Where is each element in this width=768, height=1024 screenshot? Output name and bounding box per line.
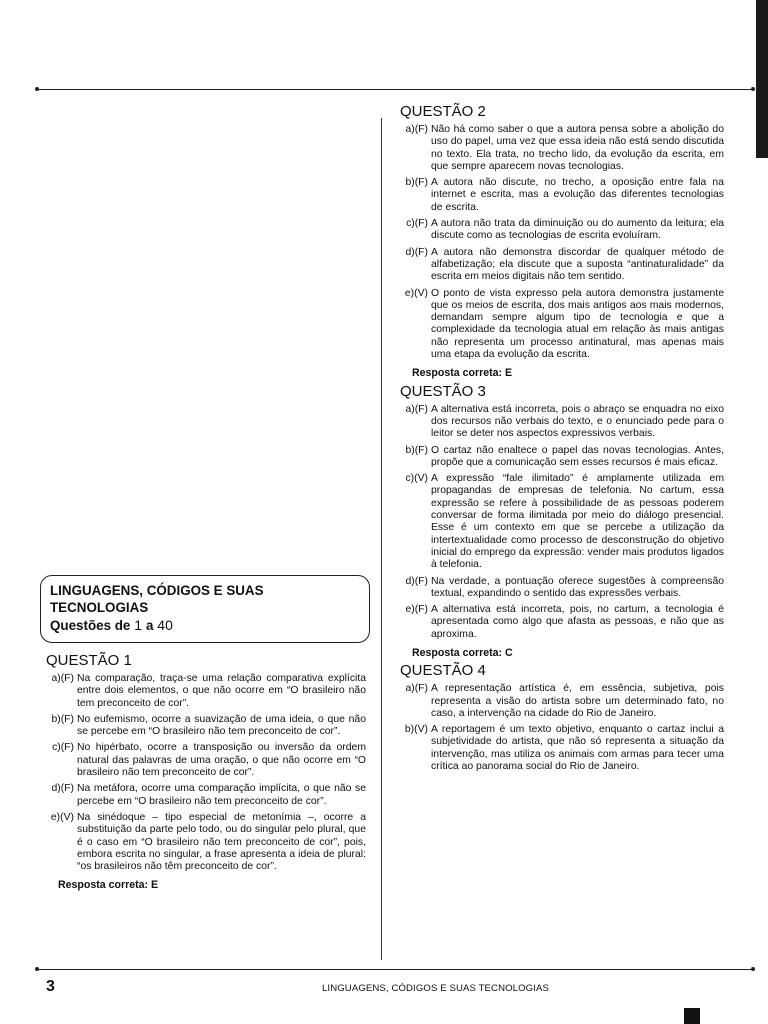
option-text: A alternativa está incorreta, pois o abraço se enquadra no eixo dos recursos não verbais do texto, e o enunciado pede para o leitor se deter nos aspectos expressivos verbais.	[431, 403, 724, 440]
page-number: 3	[46, 978, 55, 995]
option-label: d)(F)	[405, 575, 428, 587]
option-label: a)(F)	[405, 124, 428, 135]
option-text: No eufemismo, ocorre a suavização de uma ideia, o que não se percebe em “O brasileiro não tem preconceito de cor”.	[77, 713, 366, 738]
section-header-box	[40, 575, 370, 643]
left-column	[40, 575, 366, 895]
option-text: A alternativa está incorreta, pois, no cartum, a tecnologia é apresentada como algo que afasta as pessoas, e não que as aproxima.	[431, 604, 724, 640]
q1-option-b	[40, 714, 366, 739]
option-text: Na comparação, traça-se uma relação comparativa explícita entre dois elementos, o que não ocorre em “O brasileiro não tem preconceito de cor”.	[77, 673, 366, 709]
option-text: A autora não discute, no trecho, a oposição entre fala na internet e escrita, mas a evolução das diferentes tecnologias de escrita.	[431, 177, 724, 213]
option-label: a)(F)	[405, 403, 428, 415]
option-label: a)(F)	[405, 683, 428, 695]
question-4-heading: QUESTÃO 4	[400, 662, 486, 680]
q1-option-d	[40, 783, 366, 808]
q2-option-b	[394, 177, 724, 214]
option-label: b)(V)	[404, 724, 428, 736]
top-rule	[37, 89, 753, 90]
option-label: b)(F)	[405, 177, 428, 189]
q3-option-d	[394, 576, 724, 601]
corner-registration-mark	[684, 1008, 700, 1024]
option-text: Na verdade, a pontuação oferece sugestões à compreensão textual, expandindo o sentido das expressões verbais.	[431, 575, 724, 599]
edge-tab-marker	[756, 0, 768, 158]
question-3-heading: QUESTÃO 3	[400, 382, 486, 400]
range-prefix: Questões de	[50, 618, 131, 633]
q3-option-b	[394, 445, 724, 470]
q4-option-b	[394, 724, 724, 773]
option-label: c)(F)	[52, 742, 74, 754]
question-2-heading: QUESTÃO 2	[400, 103, 486, 120]
q2-option-e	[394, 288, 724, 362]
range-end: 40	[157, 617, 173, 633]
option-text: A autora não demonstra discordar de qualquer método de alfabetização; ela discute que a suposta “antinaturalidade” da escrita em meios digitais não tem sentido.	[431, 246, 724, 283]
q2-option-c	[394, 218, 724, 243]
option-text: O cartaz não enaltece o papel das novas tecnologias. Antes, propõe que a comunicação sem esses recursos é mais eficaz.	[431, 444, 724, 468]
section-title: LINGUAGENS, CÓDIGOS E SUAS TECNOLOGIAS	[50, 583, 264, 615]
option-text: A autora não trata da diminuição ou do aumento da leitura; ela discute como as tecnologias de escrita evoluíram.	[431, 218, 724, 242]
option-text: A reportagem é um texto objetivo, enquanto o cartaz inclui a subjetividade do artista, que não só representa a situação da intervenção, mas utiliza os animais com armas para tecer uma crítica ao panorama social do Rio de Janeiro.	[431, 724, 724, 773]
option-text: No hipérbato, ocorre a transposição ou inversão da ordem natural das palavras de uma oração, o que não ocorre em “O brasileiro não tem preconceito de cor”.	[77, 742, 366, 779]
q3-option-e	[394, 604, 724, 641]
q3-option-c	[394, 473, 724, 571]
option-label: c)(V)	[405, 473, 428, 485]
q1-option-a	[40, 673, 366, 710]
q1-option-e	[40, 812, 366, 873]
option-label: e)(V)	[404, 287, 428, 299]
option-text: Na metáfora, ocorre uma comparação implícita, o que não se percebe em “O brasileiro não tem preconceito de cor”.	[77, 783, 366, 807]
q1-answer: Resposta correta: E	[58, 879, 159, 892]
option-label: e)(F)	[405, 604, 428, 616]
option-text: A representação artística é, em essência, subjetiva, pois representa a visão do artista sobre um determinado fato, no caso, a intervenção na cidade do Rio de Janeiro.	[431, 683, 724, 719]
bottom-rule	[37, 969, 753, 970]
option-label: c)(F)	[406, 218, 428, 230]
q1-option-c	[40, 742, 366, 779]
range-start: 1	[134, 617, 143, 633]
question-range	[50, 616, 360, 635]
running-footer-title: LINGUAGENS, CÓDIGOS E SUAS TECNOLOGIAS	[322, 983, 549, 994]
option-label: e)(V)	[50, 811, 74, 823]
q2-answer: Resposta correta: E	[412, 367, 513, 380]
question-1-heading: QUESTÃO 1	[46, 652, 132, 669]
q3-option-a	[394, 404, 724, 441]
option-label: d)(F)	[51, 783, 74, 795]
option-text: O ponto de vista expresso pela autora demonstra justamente que os meios de escrita, dos mais antigos aos mais modernos, demandam sempre algum tipo de tecnologia e que a complexidade da tecnologia atual em relação às mais antigas não representa um processo antinatural, mas apenas mais uma etapa da evolução da escrita.	[431, 287, 724, 361]
range-sep: a	[145, 618, 154, 633]
q4-option-a	[394, 683, 724, 720]
right-column	[394, 101, 724, 777]
column-divider	[381, 118, 382, 960]
q2-option-d	[394, 247, 724, 284]
option-text: Não há como saber o que a autora pensa sobre a abolição do uso do papel, uma vez que essa ideia não está sendo discutida no texto. Ela trata, no trecho lido, da evolução da escrita, em que sempre aparecem novas tecnologias.	[431, 124, 724, 172]
option-label: b)(F)	[51, 713, 74, 725]
q2-option-a	[394, 124, 724, 173]
option-label: a)(F)	[51, 673, 74, 684]
q3-answer: Resposta correta: C	[412, 646, 513, 659]
option-label: d)(F)	[405, 246, 428, 258]
option-label: b)(F)	[405, 444, 428, 456]
option-text: Na sinédoque – tipo especial de metonímia –, ocorre a substituição da parte pelo todo, ou do singular pelo plural, que é o caso em “O brasileiro não tem preconceito de cor”, pois, embora escrita no singular, a frase apresenta a ideia de plural: “os brasileiros não têm preconceito de cor”.	[77, 811, 366, 873]
option-text: A expressão “fale ilimitado” é amplamente utilizada em propagandas de empresas de telefonia. No cartum, essa expressão se refere à possibilidade de as pessoas poderem conversar de forma ilimitada por meio do diálogo presencial. Esse é um contexto em que se percebe a utilização da intertextualidade como processo de desconstrução do objetivo inicial do emprego da expressão: vender mais produtos ligados à telefonia.	[431, 473, 724, 571]
